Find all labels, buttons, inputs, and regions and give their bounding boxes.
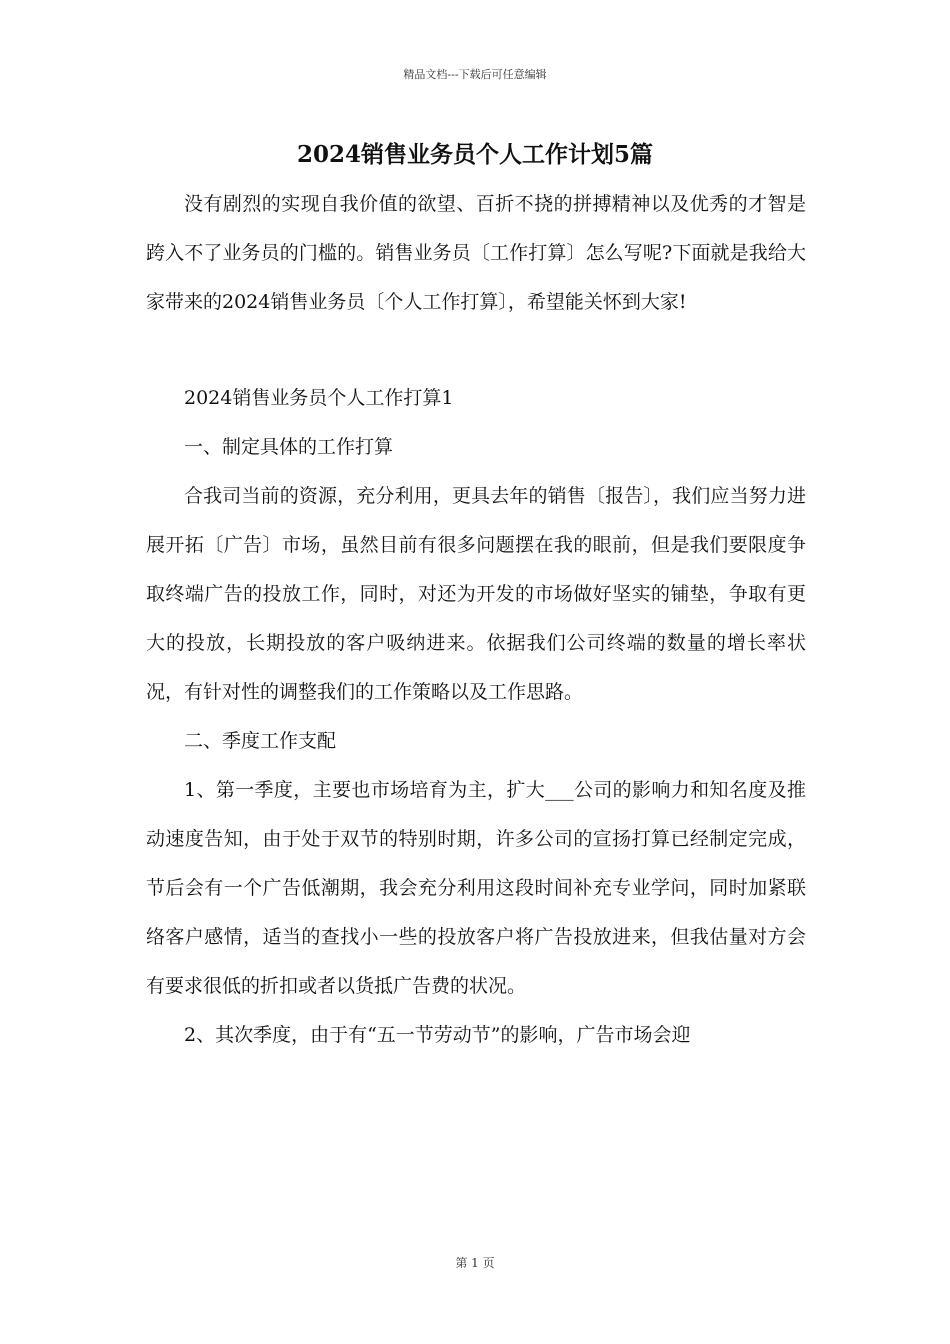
spacer — [146, 327, 806, 374]
heading-2: 二、季度工作支配 — [184, 730, 337, 752]
document-title: 2024销售业务员个人工作计划5篇 — [296, 141, 654, 168]
paragraph-3: 2、其次季度，由于有“五一节劳动节”的影响，广告市场会迎 — [184, 1024, 691, 1046]
page-header: 精品文档---下载后可任意编辑 — [403, 68, 547, 81]
section-title: 2024销售业务员个人工作打算1 — [184, 387, 454, 409]
heading-1: 一、制定具体的工作打算 — [184, 436, 394, 458]
paragraph-1: 合我司当前的资源，充分利用，更具去年的销售〔报告〕，我们应当努力进展开拓〔广告〕市场，虽然目前有很多问题摆在我的眼前，但是我们要限度争取终端广告的投放工作，同时，对还为开发的市场做好坚实的铺垫，争取有更大的投放，长期投放的客户吸纳进来。依据我们公司终端的数量的增长率状况，有针对性的调整我们的工作策略以及工作思路。 — [146, 485, 806, 703]
intro-paragraph: 没有剧烈的实现自我价值的欲望、百折不挠的拼搏精神以及优秀的才智是跨入不了业务员的门槛的。销售业务员〔工作打算〕怎么写呢?下面就是我给大家带来的2024销售业务员〔个人工作打算〕，希望能关怀到大家! — [146, 193, 806, 313]
document-body — [146, 180, 806, 1060]
page-number: 第 1 页 — [455, 1256, 495, 1270]
paragraph-2: 1、第一季度，主要也市场培育为主，扩大___公司的影响力和知名度及推动速度告知，由于处于双节的特别时期，许多公司的宣扬打算已经制定完成，节后会有一个广告低潮期，我会充分利用这段时间补充专业学问，同时加紧联络客户感情，适当的查找小一些的投放客户将广告投放进来，但我估量对方会有要求很低的折扣或者以货抵广告费的状况。 — [146, 779, 806, 997]
